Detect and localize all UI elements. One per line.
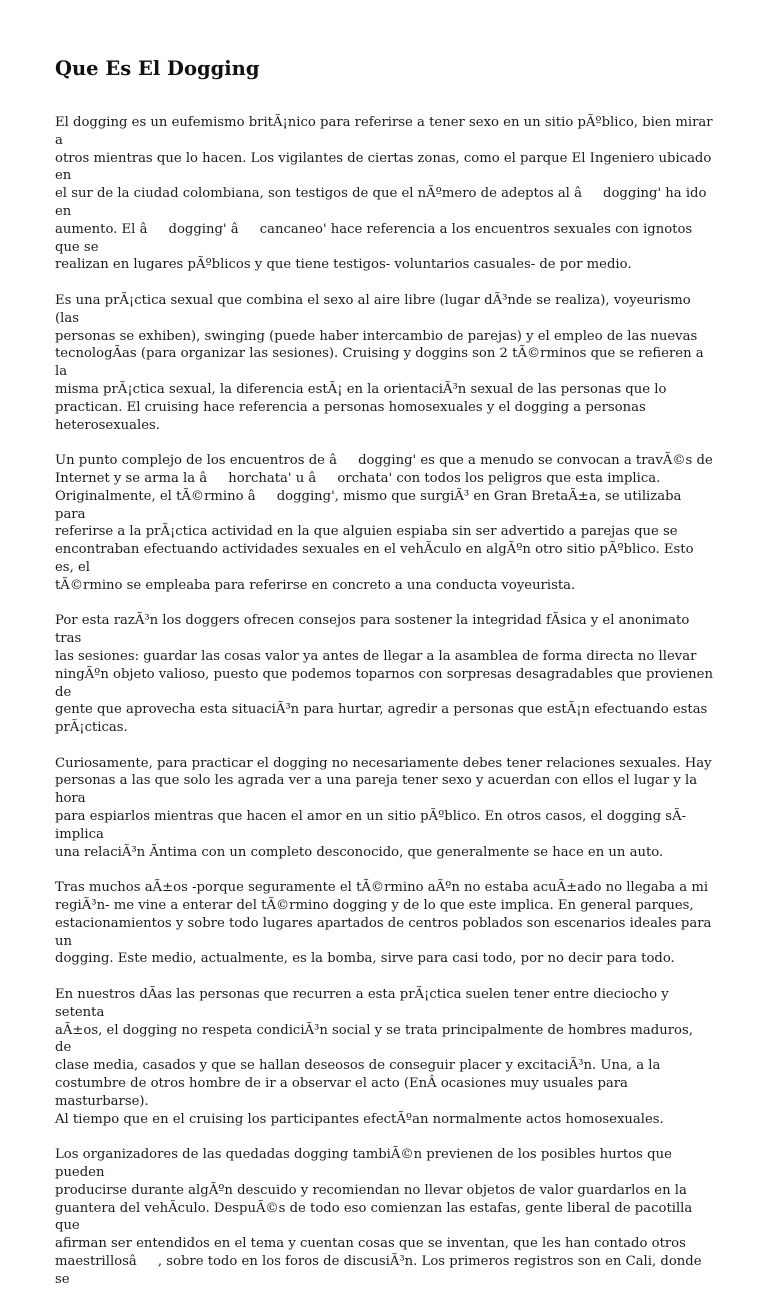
paragraph-6: Tras muchos aÃ±os -porque seguramente el tÃ©rmino aÃºn no estaba acuÃ±ado no llegaba a mi regiÃ³n- me vine a enterar del tÃ©rmino dogging y de lo que este implica. En general parques, estacionamientos y sobre todo lugares apartados de centros poblados son escenarios ideales para un dogging. Este medio, actualmente, es la bomba, sirve para casi todo, por no decir para todo. xyxy=(55,880,712,967)
paragraph-8: Los organizadores de las quedadas dogging tambiÃ©n previenen de los posibles hurtos que pueden producirse durante algÃºn descuido y recomiendan no llevar objetos de valor guardarlos en la guantera del vehÃculo. DespuÃ©s de todo eso comienzan las estafas, gente liberal de pacotilla que afirman ser entendidos en el tema y cuentan cosas que se inventan, que les han contado otros maestrillosâ, sobre todo en los foros de discusiÃ³n. Los primeros registros son en Cali, donde se xyxy=(55,1147,702,1287)
paragraph-4: Por esta razÃ³n los doggers ofrecen consejos para sostener la integridad fÃsica y el anonimato tras las sesiones: guardar las cosas valor ya antes de llegar a la asamblea de forma directa no llevar ningÃºn objeto valioso, puesto que podemos toparnos con sorpresas desagradables que provienen de gente que aprovecha esta situaciÃ³n para hurtar, agredir a personas que estÃ¡n efectuando estas prÃ¡cticas. xyxy=(55,613,713,736)
paragraph-3: Un punto complejo de los encuentros de âdogging' es que a menudo se convocan a travÃ©s de Internet y se arma la âhorchata' u âorchata' con todos los peligros que esta implica. Originalmente, el tÃ©rmino âdogging', mismo que surgiÃ³ en Gran BretaÃ±a, se utilizaba para referirse a la prÃ¡ctica actividad en la que alguien espiaba sin ser advertido a parejas que se encontraban efectuando actividades sexuales en el vehÃculo en algÃºn otro sitio pÃºblico. Esto es, el tÃ©rmino se empleaba para referirse en concreto a una conducta voyeurista. xyxy=(55,453,713,593)
document-page xyxy=(55,0,713,1287)
paragraph-2: Es una prÃ¡ctica sexual que combina el sexo al aire libre (lugar dÃ³nde se realiza), voyeurismo (las personas se exhiben), swinging (puede haber intercambio de parejas) y el empleo de las nuevas tecnologÃas (para organizar las sesiones). Cruising y doggins son 2 tÃ©rminos que se refieren a la misma prÃ¡ctica sexual, la diferencia estÃ¡ en la orientaciÃ³n sexual de las personas que lo practican. El cruising hace referencia a personas homosexuales y el dogging a personas heterosexuales. xyxy=(55,292,704,433)
paragraph-1: El dogging es un eufemismo britÃ¡nico para referirse a tener sexo en un sitio pÃºblico, bien mirar a otros mientras que lo hacen. Los vigilantes de ciertas zonas, como el parque El Ingeniero ubicado en el sur de la ciudad colombiana, son testigos de que el nÃºmero de adeptos al âdogging' ha ido en aumento. El âdogging' âcancaneo' hace referencia a los encuentros sexuales con ignotos que se realizan en lugares pÃºblicos y que tiene testigos- voluntarios casuales- de por medio. xyxy=(55,115,713,273)
page-title: Que Es El Dogging xyxy=(55,57,260,80)
document-body xyxy=(55,114,713,1306)
paragraph-5: Curiosamente, para practicar el dogging no necesariamente debes tener relaciones sexuales. Hay personas a las que solo les agrada ver a una pareja tener sexo y acuerdan con ellos el lugar y la hora para espiarlos mientras que hacen el amor en un sitio pÃºblico. En otros casos, el dogging sÃ implica una relaciÃ³n Ãntima con un completo desconocido, que generalmente se hace en un auto. xyxy=(55,755,712,860)
paragraph-7: En nuestros dÃas las personas que recurren a esta prÃ¡ctica suelen tener entre dieciocho y setenta aÃ±os, el dogging no respeta condiciÃ³n social y se trata principalmente de hombres maduros, de clase media, casados y que se hallan deseosos de conseguir placer y excitaciÃ³n. Una, a la costumbre de otros hombre de ir a observar el acto (EnÂ ocasiones muy usuales para masturbarse). Al tiempo que en el cruising los participantes efectÃºan normalmente actos homosexuales. xyxy=(55,987,693,1127)
